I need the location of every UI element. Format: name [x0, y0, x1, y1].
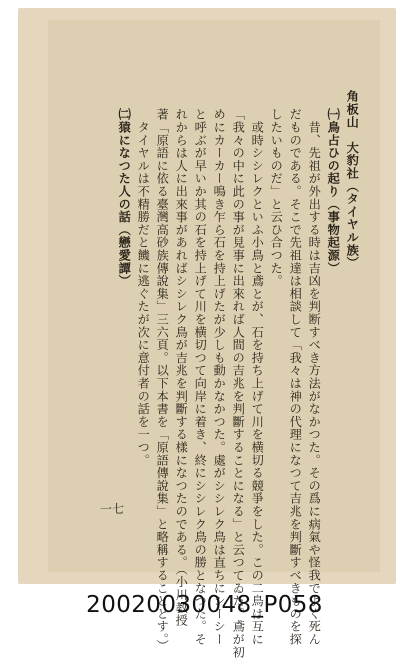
text-line: タイヤルは不精勝だと饑に逃ぐたが次に意付者の話を一つ。 — [136, 108, 151, 467]
text-line: れからは人に出來事があればシシレク鳥が吉兆を判斷する樣になつたのである。（小川教授 — [174, 108, 189, 627]
text-line: 昔、先祖が外出する時は吉凶を判断すべき方法がなかつた。その爲に病氣や怪我でよく死ん — [307, 108, 322, 646]
text-line: と呼ぶが早いか其の石を持上げて川を横切つて向岸に着き、終にシシレク鳥の勝となつた。そ — [193, 108, 208, 646]
text-line: 角板山 大豹社（タイヤル族） — [345, 90, 360, 270]
text-line: めにカーカー鳴き乍ら石を持上げたが少しも動かなかつた。處がシシレク鳥は直ちにシーシー — [212, 108, 227, 646]
text-line: したいものだ」と云ひ合つた。 — [269, 108, 284, 288]
text-line: 「我々の中に此の事が見事に出來れば人間の吉兆を判斷することになる」と云つてゐた。鳶が初 — [231, 108, 246, 658]
text-line: 著「原語に依る臺灣高砂族傳說集」三六頁。以下本書を「原語傳說集」と略稱することとす。） — [155, 108, 170, 653]
page-number: 一七 — [100, 502, 125, 516]
text-line: だものである。そこで先祖達は相談して「我々は神の代理になつて吉兆を判斷すべきものを探 — [288, 108, 303, 646]
section-heading: ㈠鳥占ひの起り（事物起源） — [326, 108, 341, 275]
text-line: 或時シシレクといふ小鳥と鳶とが、石を持ち上げて川を横切る競爭をした。この二鳥は互に — [250, 108, 265, 646]
image-caption: 20020030048_P058 — [86, 592, 323, 618]
section-heading: ㈡猿になつた人の話（戀愛譚） — [117, 108, 132, 288]
